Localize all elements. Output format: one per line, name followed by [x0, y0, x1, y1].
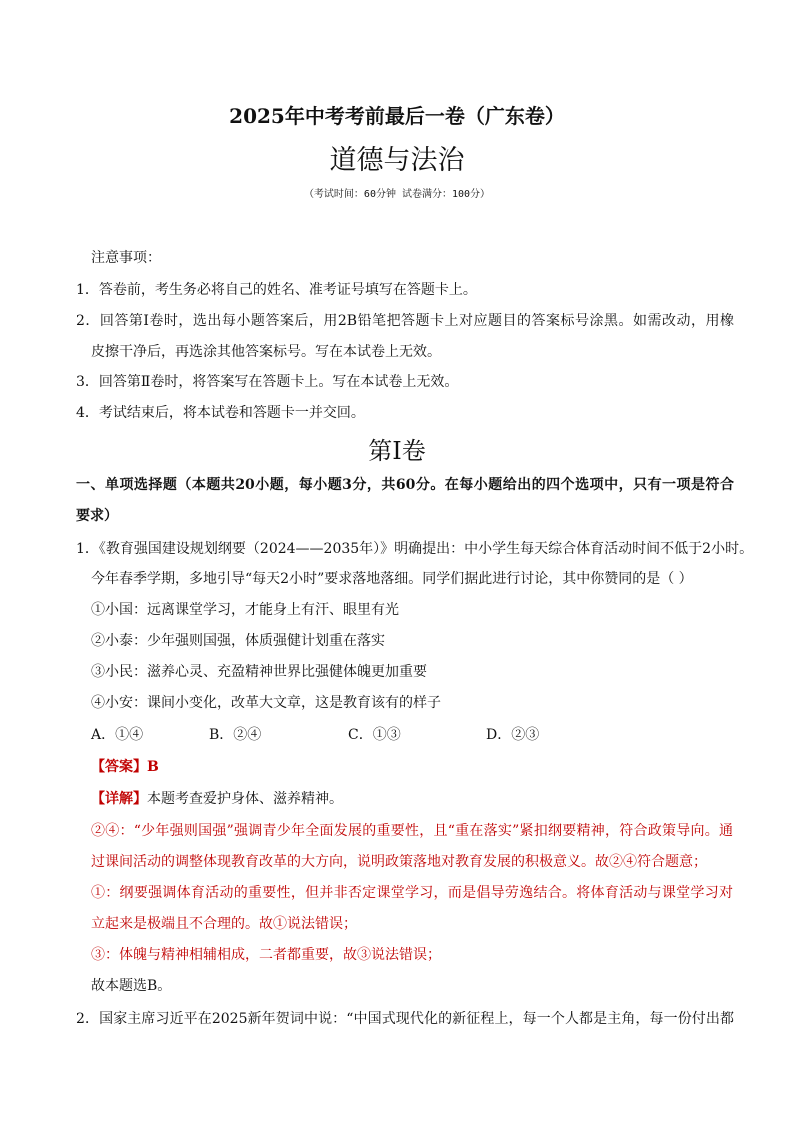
detail-label: 【详解】: [91, 791, 147, 807]
q1-explanation-2: ①：纲要强调体育活动的重要性，但并非否定课堂学习，而是倡导劳逸结合。将体育活动与课堂学习对: [91, 885, 733, 901]
notice-item-2-cont: 皮擦干净后，再选涂其他答案标号。写在本试卷上无效。: [91, 344, 441, 360]
notice-item-2: 2．回答第Ⅰ卷时，选出每小题答案后，用2B铅笔把答题卡上对应题目的答案标号涂黑。如需改动，用橡: [76, 313, 734, 329]
q1-statement-2: ②小泰：少年强则国强，体质强健计划重在落实: [91, 633, 385, 649]
notice-item-1: 1．答卷前，考生务必将自己的姓名、准考证号填写在答题卡上。: [76, 282, 477, 298]
notice-item-4: 4．考试结束后，将本试卷和答题卡一并交回。: [76, 405, 365, 421]
q1-statement-3: ③小民：滋养心灵、充盈精神世界比强健体魄更加重要: [91, 664, 427, 680]
q1-explanation-1: ②④：“少年强则国强”强调青少年全面发展的重要性，且“重在落实”紧扣纲要精神，符合政策导向。通: [91, 823, 733, 839]
q1-stem: 1．《教育强国建设规划纲要（2024——2035年）》明确提出：中小学生每天综合体育活动时间不低于2小时。: [76, 541, 754, 557]
notice-item-3: 3．回答第Ⅱ卷时，将答案写在答题卡上。写在本试卷上无效。: [76, 374, 459, 390]
q1-statement-1: ①小国：远离课堂学习，才能身上有汗、眼里有光: [91, 602, 399, 618]
section-title: 第I卷: [368, 437, 426, 465]
q1-statement-4: ④小安：课间小变化，改革大文章，这是教育该有的样子: [91, 695, 441, 711]
q1-stem-cont: 今年春季学期，多地引导“每天2小时”要求落地落细。同学们据此进行讨论，其中你赞同的是（ ）: [91, 571, 693, 587]
section-instruction-cont: 要求）: [76, 508, 118, 524]
q1-option-b: B．②④: [209, 727, 262, 743]
q1-explanation-2-cont: 立起来是极端且不合理的。故①说法错误；: [91, 916, 357, 932]
q1-detail: [91, 789, 751, 809]
q2-stem: 2．国家主席习近平在2025新年贺词中说：“中国式现代化的新征程上，每一个人都是主角，每一份付出都: [76, 1011, 734, 1027]
answer-label: 【答案】: [91, 759, 147, 775]
q1-option-a: A．①④: [91, 727, 144, 743]
q1-explanation-1-cont: 过课间活动的调整体现教育改革的大方向，说明政策落地对教育发展的积极意义。故②④符合题意；: [91, 854, 707, 870]
exam-info: （考试时间：60分钟 试卷满分：100分）: [303, 189, 491, 200]
q1-option-c: C．①③: [348, 727, 401, 743]
q1-explanation-3: ③：体魄与精神相辅相成，二者都重要，故③说法错误；: [91, 947, 441, 963]
q1-answer: [91, 757, 751, 777]
section-instruction: 一、单项选择题（本题共20小题，每小题3分，共60分。在每小题给出的四个选项中，只有一项是符合: [76, 477, 734, 493]
q1-option-d: D．②③: [486, 727, 540, 743]
q1-conclusion: 故本题选B。: [91, 978, 172, 994]
answer-value: B: [147, 759, 159, 775]
detail-text: 本题考查爱护身体、滋养精神。: [147, 791, 343, 807]
subject-title: 道德与法治: [329, 145, 465, 176]
exam-title: 2025年中考考前最后一卷（广东卷）: [229, 104, 565, 128]
notice-heading: 注意事项：: [91, 250, 161, 266]
